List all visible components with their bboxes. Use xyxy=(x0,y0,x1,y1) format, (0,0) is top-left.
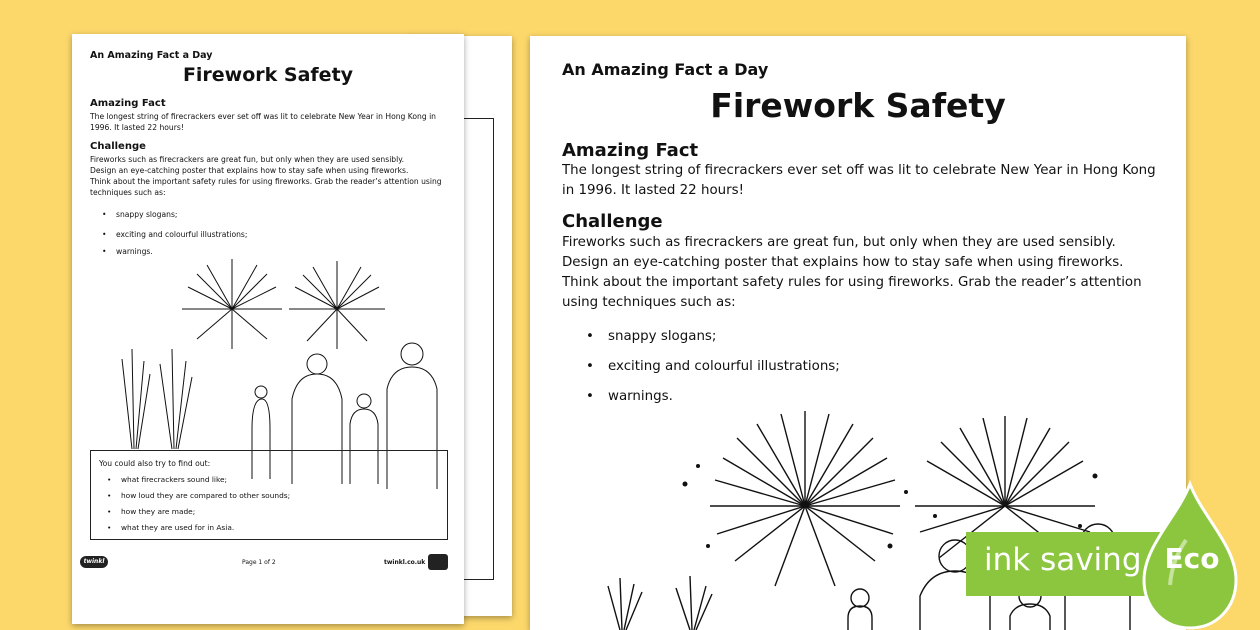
preview-bullet: • exciting and colourful illustrations; xyxy=(102,230,248,239)
bullet-item: • snappy slogans; xyxy=(586,329,717,344)
page-subtitle: An Amazing Fact a Day xyxy=(562,60,769,79)
challenge-line: Design an eye-catching poster that explains how to stay safe when using fireworks. xyxy=(562,255,1124,270)
preview-fact-heading: Amazing Fact xyxy=(90,98,166,109)
page-number: Page 1 of 2 xyxy=(242,559,276,566)
twinkl-logo: twinkl xyxy=(80,556,108,568)
find-out-item: • how they are made; xyxy=(107,507,196,516)
challenge-line: Think about the important safety rules for using fireworks. Grab the reader’s attention using techniques such as: xyxy=(562,275,1142,310)
ink-saving-banner xyxy=(966,532,1166,596)
eco-label: Eco xyxy=(1164,542,1220,575)
bullet-item: • warnings. xyxy=(586,389,673,404)
preview-fact-text: The longest string of firecrackers ever set off was lit to celebrate New Year in Hong Kong in 1996. It lasted 22 hours! xyxy=(90,112,436,132)
preview-challenge-line: Think about the important safety rules for using fireworks. Grab the reader’s attention using techniques such as: xyxy=(90,177,442,197)
find-out-item: • how loud they are compared to other sounds; xyxy=(107,491,291,500)
preview-footer xyxy=(72,554,464,574)
page-title: Firework Safety xyxy=(710,86,1006,125)
footer-site: twinkl.co.uk xyxy=(384,559,426,566)
find-out-box xyxy=(90,450,448,540)
bullet-item: • exciting and colourful illustrations; xyxy=(586,359,840,374)
find-out-intro: You could also try to find out: xyxy=(99,459,211,468)
preview-bullet: • snappy slogans; xyxy=(102,210,178,219)
preview-subtitle: An Amazing Fact a Day xyxy=(90,50,213,61)
preview-title: Firework Safety xyxy=(182,64,354,86)
preview-bullet: • warnings. xyxy=(102,247,153,256)
preview-page-sheet xyxy=(72,34,464,624)
challenge-line: Fireworks such as firecrackers are great fun, but only when they are used sensibly. xyxy=(562,235,1116,250)
badge-icon xyxy=(428,554,448,570)
fact-text: The longest string of firecrackers ever set off was lit to celebrate New Year in Hong Kong in 1996. It lasted 22 hours! xyxy=(562,163,1156,198)
fact-heading: Amazing Fact xyxy=(562,140,699,161)
find-out-item: • what they are used for in Asia. xyxy=(107,523,235,532)
preview-challenge-line: Fireworks such as firecrackers are great fun, but only when they are used sensibly. xyxy=(90,155,405,164)
preview-challenge-heading: Challenge xyxy=(90,141,146,152)
ink-saving-label: ink saving xyxy=(984,542,1142,578)
challenge-heading: Challenge xyxy=(562,211,663,232)
find-out-item: • what firecrackers sound like; xyxy=(107,475,228,484)
preview-challenge-line: Design an eye-catching poster that explains how to stay safe when using fireworks. xyxy=(90,166,409,175)
